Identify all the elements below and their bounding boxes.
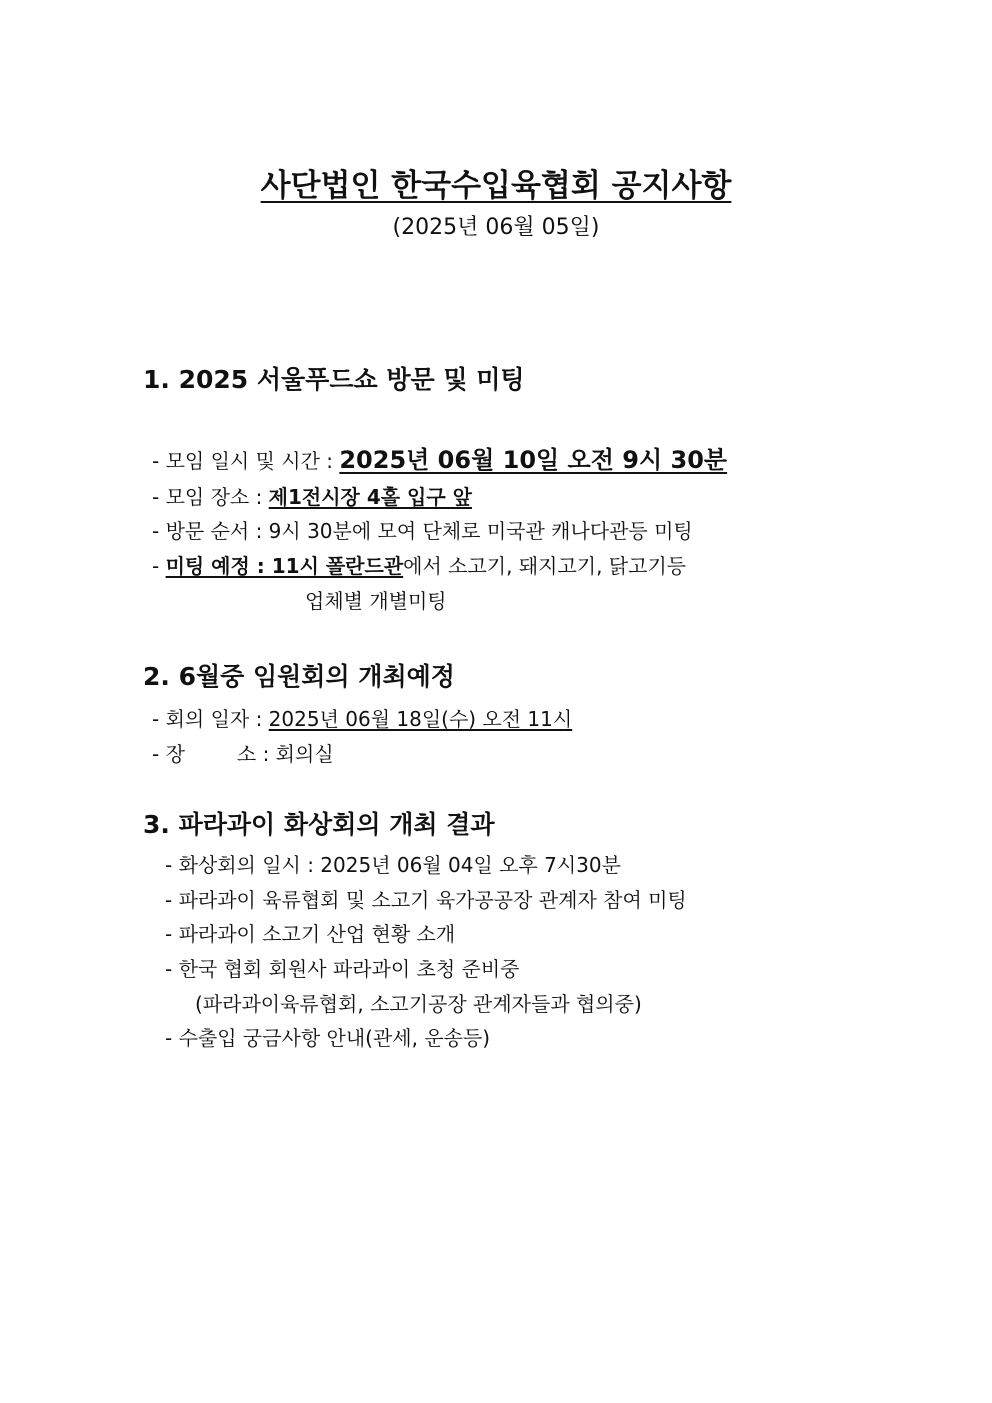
section-1-heading: 1. 2025 서울푸드쇼 방문 및 미팅 [143, 365, 525, 394]
section-1-meeting-place: - 모임 장소 : 제1전시장 4홀 입구 앞 [152, 485, 472, 509]
section-3-item: - 한국 협회 회원사 파라과이 초청 준비중 [165, 957, 520, 981]
section-3-item: - 수출입 궁금사항 안내(관세, 운송등) [165, 1026, 491, 1050]
section-1-visit-order: - 방문 순서 : 9시 30분에 모여 단체로 미국관 캐나다관등 미팅 [152, 519, 693, 543]
section-2-heading: 2. 6월중 임원회의 개최예정 [143, 662, 455, 691]
section-2-meeting-date: - 회의 일자 : 2025년 06월 18일(수) 오전 11시 [152, 707, 573, 731]
section-3-item-cont: (파라과이육류협회, 소고기공장 관계자들과 협의중) [195, 992, 642, 1016]
section-1-meeting-plan-cont: 업체별 개별미팅 [305, 589, 447, 613]
section-1-meeting-time: - 모임 일시 및 시간 : 2025년 06월 10일 오전 9시 30분 [152, 446, 728, 474]
section-3-item: - 파라과이 육류협회 및 소고기 육가공공장 관계자 참여 미팅 [165, 888, 687, 912]
document-title: 사단법인 한국수입육협회 공지사항 [260, 168, 732, 204]
section-3-heading: 3. 파라과이 화상회의 개최 결과 [143, 810, 495, 839]
section-3-item: - 파라과이 소고기 산업 현황 소개 [165, 922, 456, 946]
document-date: (2025년 06월 05일) [392, 215, 600, 240]
section-2-meeting-place: - 장 소 : 회의실 [152, 742, 334, 766]
section-3-item: - 화상회의 일시 : 2025년 06월 04일 오후 7시30분 [165, 853, 621, 877]
section-1-meeting-plan: - 미팅 예정 : 11시 폴란드관에서 소고기, 돼지고기, 닭고기등 [152, 554, 687, 578]
